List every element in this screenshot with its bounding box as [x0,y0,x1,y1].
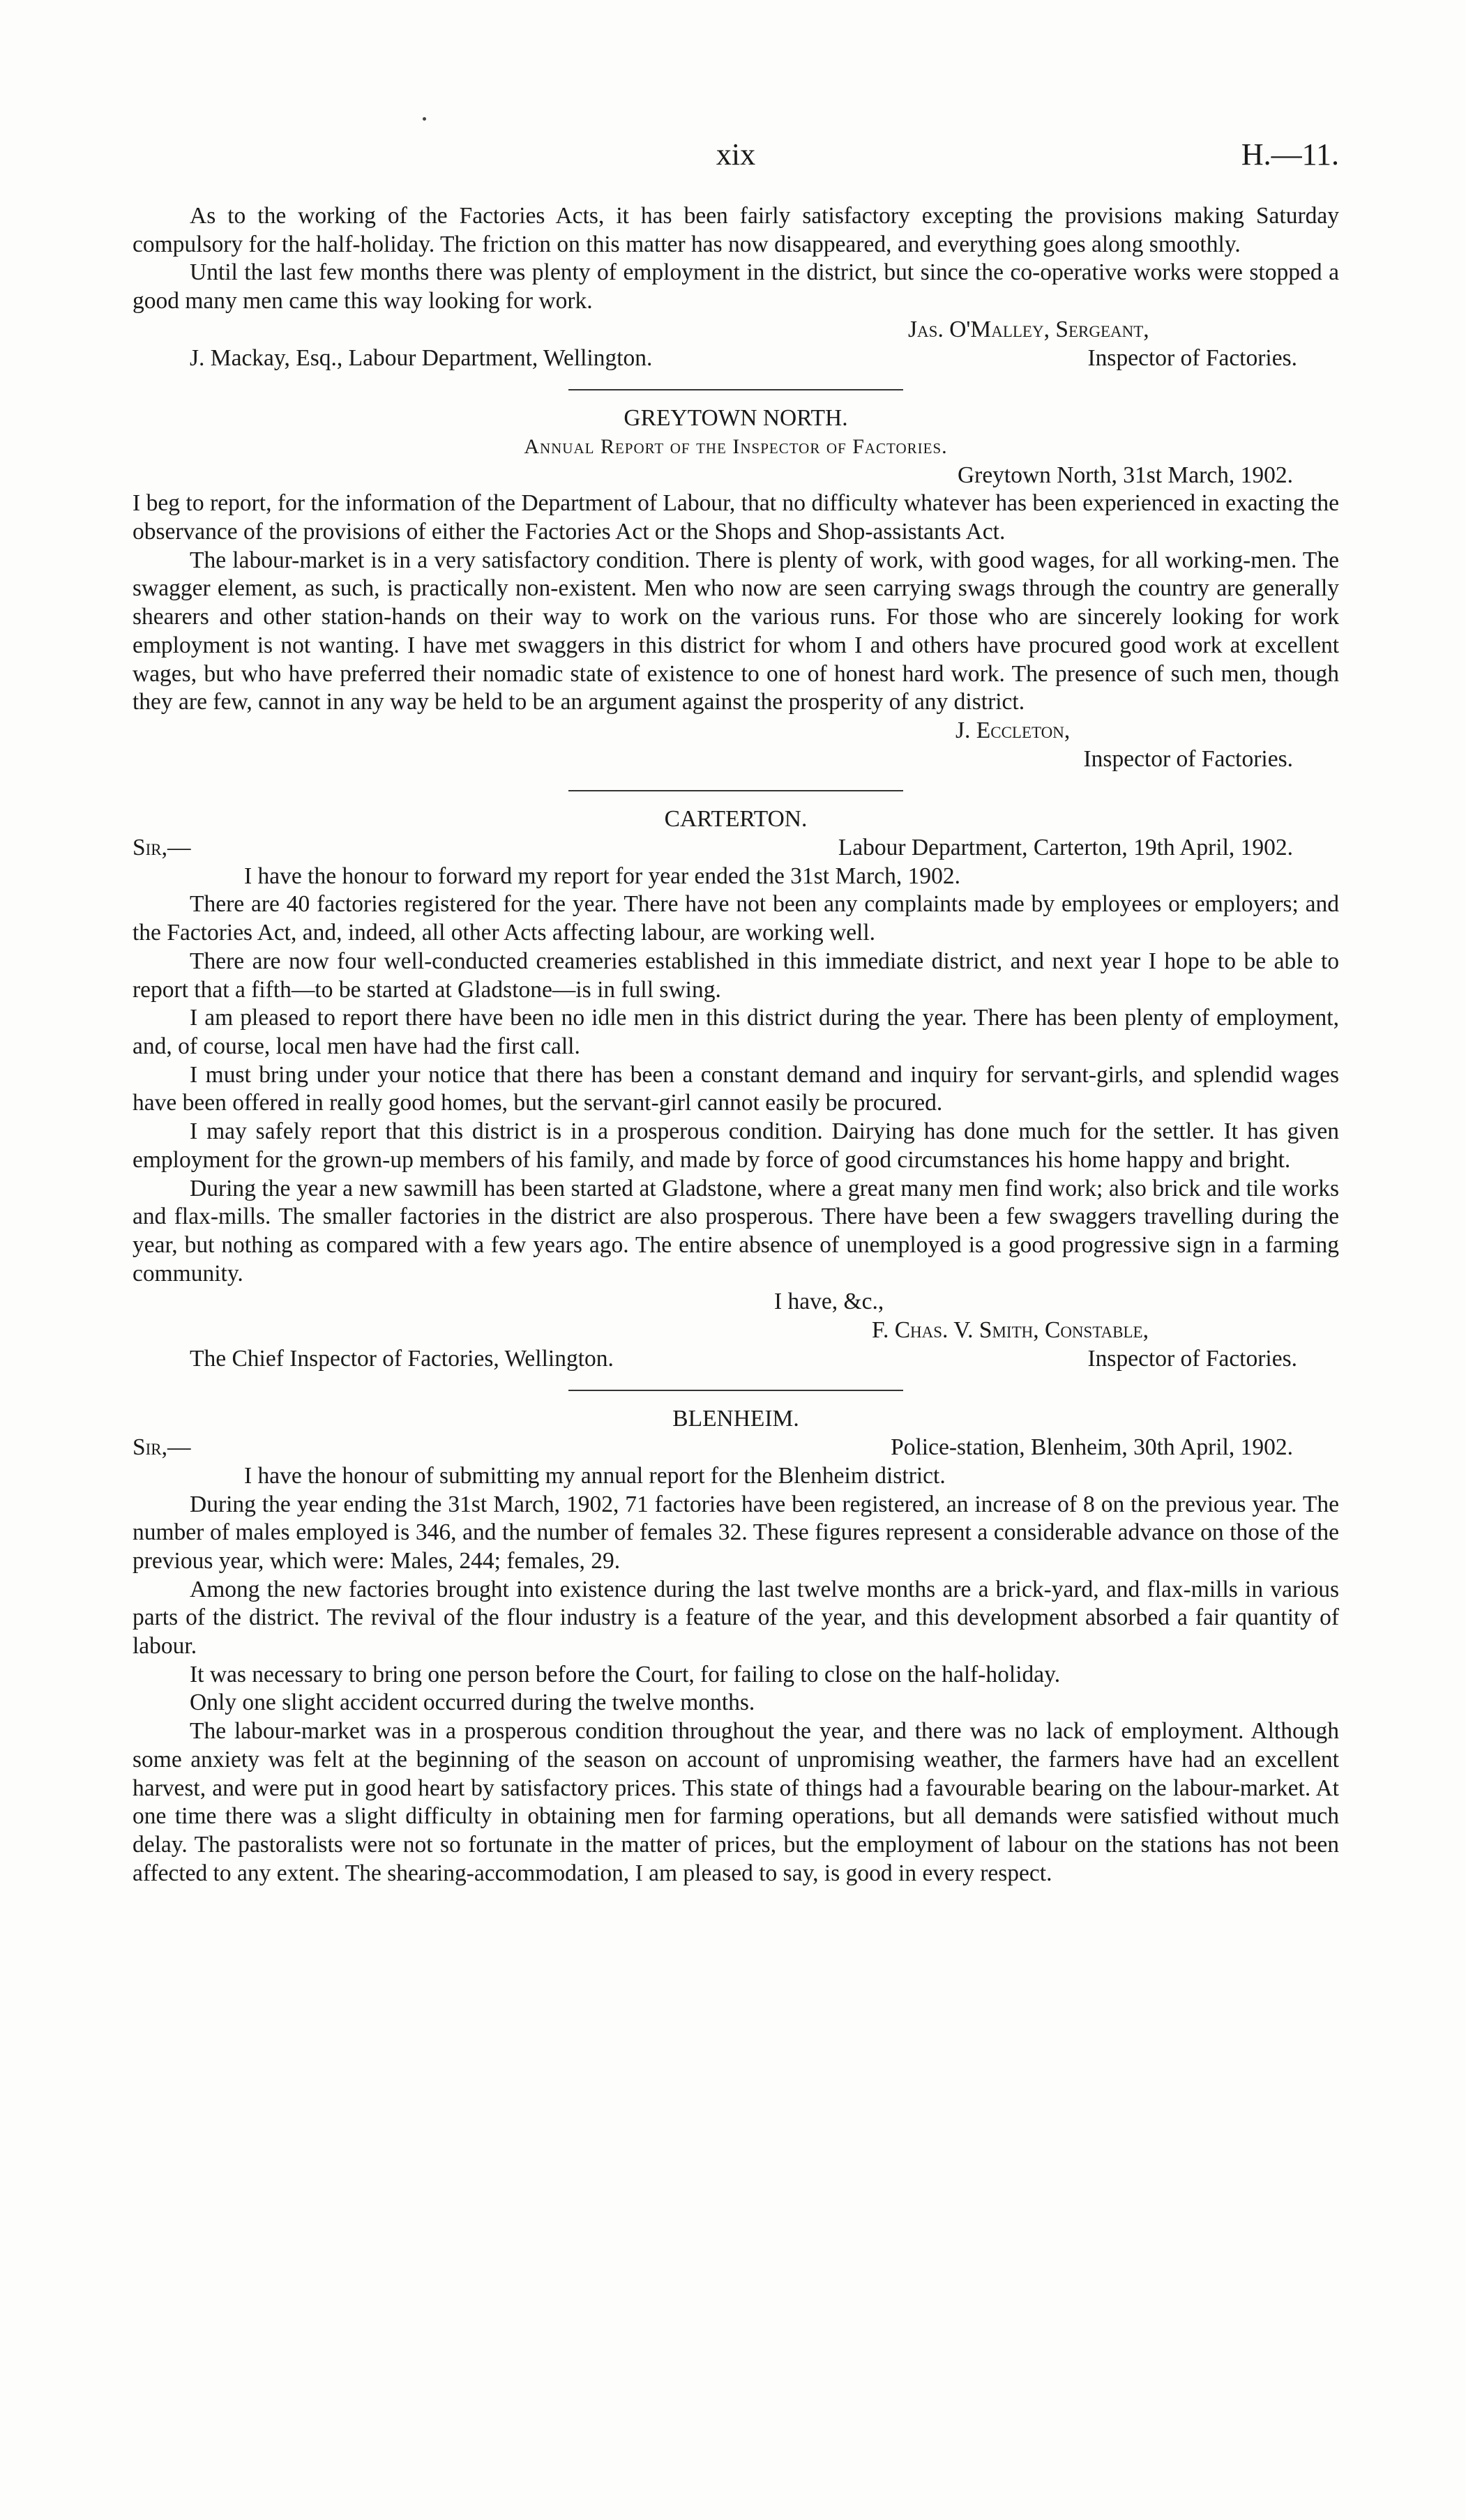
paragraph: I am pleased to report there have been no idle men in this district during the year. There has been plenty of employment, and, of course, local men have had the first call. [133,1005,1339,1059]
salutation: Sir,— [133,1434,191,1461]
paragraph: I may safely report that this district is in a prosperous condition. Dairying has done much for the settler. It has given employment for the grown-up members of his family, and made by force of good circumstances his home happy and bright. [133,1118,1339,1173]
report-date: Police-station, Blenheim, 30th April, 1902. [891,1434,1293,1461]
paragraph: I must bring under your notice that there has been a constant demand and inquiry for servant-girls, and splendid wages have been offered in really good homes, but the servant-girl cannot easily be procured. [133,1061,1339,1116]
page-number: xix [716,137,756,172]
paragraph: During the year a new sawmill has been started at Gladstone, where a great many men find work; also brick and tile works and flax-mills. The smaller factories in the district are also prosperous. There have been a few swaggers travelling during the year, but nothing as compared with a few years ago. The entire absence of unemployed is a good progressive sign in a farming community. [133,1175,1339,1286]
signature-name: J. Eccleton, [955,717,1071,743]
paragraph: Only one slight accident occurred during the twelve months. [190,1690,755,1716]
signature-title: Inspector of Factories. [1087,344,1297,371]
blenheim-section [133,1405,1339,1888]
paragraph: The labour-market was in a prosperous condition throughout the year, and there was no lack of employment. Although some anxiety was felt at the beginning of the season on account of unpromising weather, the farmers have had an excellent harvest, and were put in good heart by satisfactory prices. This state of things had a favourable bearing on the labour-market. At one time there was a slight difficulty in obtaining men for farming operations, but all demands were satisfied without much delay. The pastoralists were not so fortunate in the matter of prices, but the employment of labour on the stations has not been affected to any extent. The shearing-accommodation, I am pleased to say, is good in every respect. [133,1718,1339,1886]
signature-title: Inspector of Factories. [1083,745,1293,772]
intro-section [133,202,1339,372]
page-content [133,202,1339,1888]
paragraph: It was necessary to bring one person before the Court, for failing to close on the half-holiday. [190,1661,1061,1687]
section-divider [568,790,903,791]
page-header [133,137,1339,179]
section-title: CARTERTON. [664,806,808,833]
paragraph: Until the last few months there was plenty of employment in the district, but since the co-operative works were stopped a good many men came this way looking for work. [133,259,1339,314]
section-subtitle: Annual Report of the Inspector of Factories. [524,434,948,458]
signature-name: F. Chas. V. Smith, Constable, [872,1317,1149,1344]
paragraph: Among the new factories brought into existence during the last twelve months are a brick-yard, and flax-mills in various parts of the district. The revival of the flour industry is a feature of the year, and this development absorbed a fair quantity of labour. [133,1576,1339,1660]
paragraph: There are now four well-conducted creameries established in this immediate district, and next year I hope to be able to report that a fifth—to be started at Gladstone—is in full swing. [133,948,1339,1003]
signature-row [133,1345,1339,1374]
paragraph: I have the honour of submitting my annual report for the Blenheim district. [244,1462,946,1489]
salutation-row [133,834,1339,863]
paragraph: The labour-market is in a very satisfactory condition. There is plenty of work, with good wages, for all working-men. The swagger element, as such, is practically non-existent. Men who now are seen carrying swags through the country are generally shearers and other station-hands on their way to work on the various runs. For those who are sincerely looking for work employment is not wanting. I have met swaggers in this district for whom I and others have procured good work at excellent wages, but who have preferred their nomadic state of existence to one of honest hard work. The presence of such men, though they are few, cannot in any way be held to be an argument against the prosperity of any district. [133,547,1339,715]
paragraph: During the year ending the 31st March, 1902, 71 factories have been registered, an increase of 8 on the previous year. The number of males employed is 346, and the number of females 32. These figures represent a considerable advance on those of the previous year, which were: Males, 244; females, 29. [133,1491,1339,1574]
section-divider [568,1390,903,1391]
signature-name: Jas. O'Malley, Sergeant, [908,316,1149,342]
salutation: Sir,— [133,835,191,861]
signature-title: Inspector of Factories. [1087,1345,1297,1372]
paragraph: I have the honour to forward my report for year ended the 31st March, 1902. [244,863,961,889]
report-date: Greytown North, 31st March, 1902. [957,462,1293,488]
carterton-section [133,805,1339,1373]
addressee: J. Mackay, Esq., Labour Department, Wellington. [190,344,653,371]
signature-row [133,344,1339,373]
salutation-row [133,1434,1339,1462]
section-title: BLENHEIM. [672,1406,799,1432]
closing: I have, &c., [774,1289,884,1315]
document-code: H.—11. [1241,137,1339,172]
report-date: Labour Department, Carterton, 19th April, 1902. [838,835,1293,861]
addressee: The Chief Inspector of Factories, Wellington. [190,1345,614,1372]
section-divider [568,389,903,390]
paragraph: As to the working of the Factories Acts, it has been fairly satisfactory excepting the provisions making Saturday compulsory for the half-holiday. The friction on this matter has now disappeared, and everything goes along smoothly. [133,203,1339,257]
greytown-section [133,404,1339,773]
print-speck [423,117,426,121]
paragraph: I beg to report, for the information of the Department of Labour, that no difficulty whatever has been experienced in exacting the observance of the provisions of either the Factories Act or the Shops and Shop-assistants Act. [133,490,1339,545]
section-title: GREYTOWN NORTH. [624,405,848,432]
paragraph: There are 40 factories registered for the year. There have not been any complaints made by employees or employers; and the Factories Act, and, indeed, all other Acts affecting labour, are working well. [133,891,1339,946]
